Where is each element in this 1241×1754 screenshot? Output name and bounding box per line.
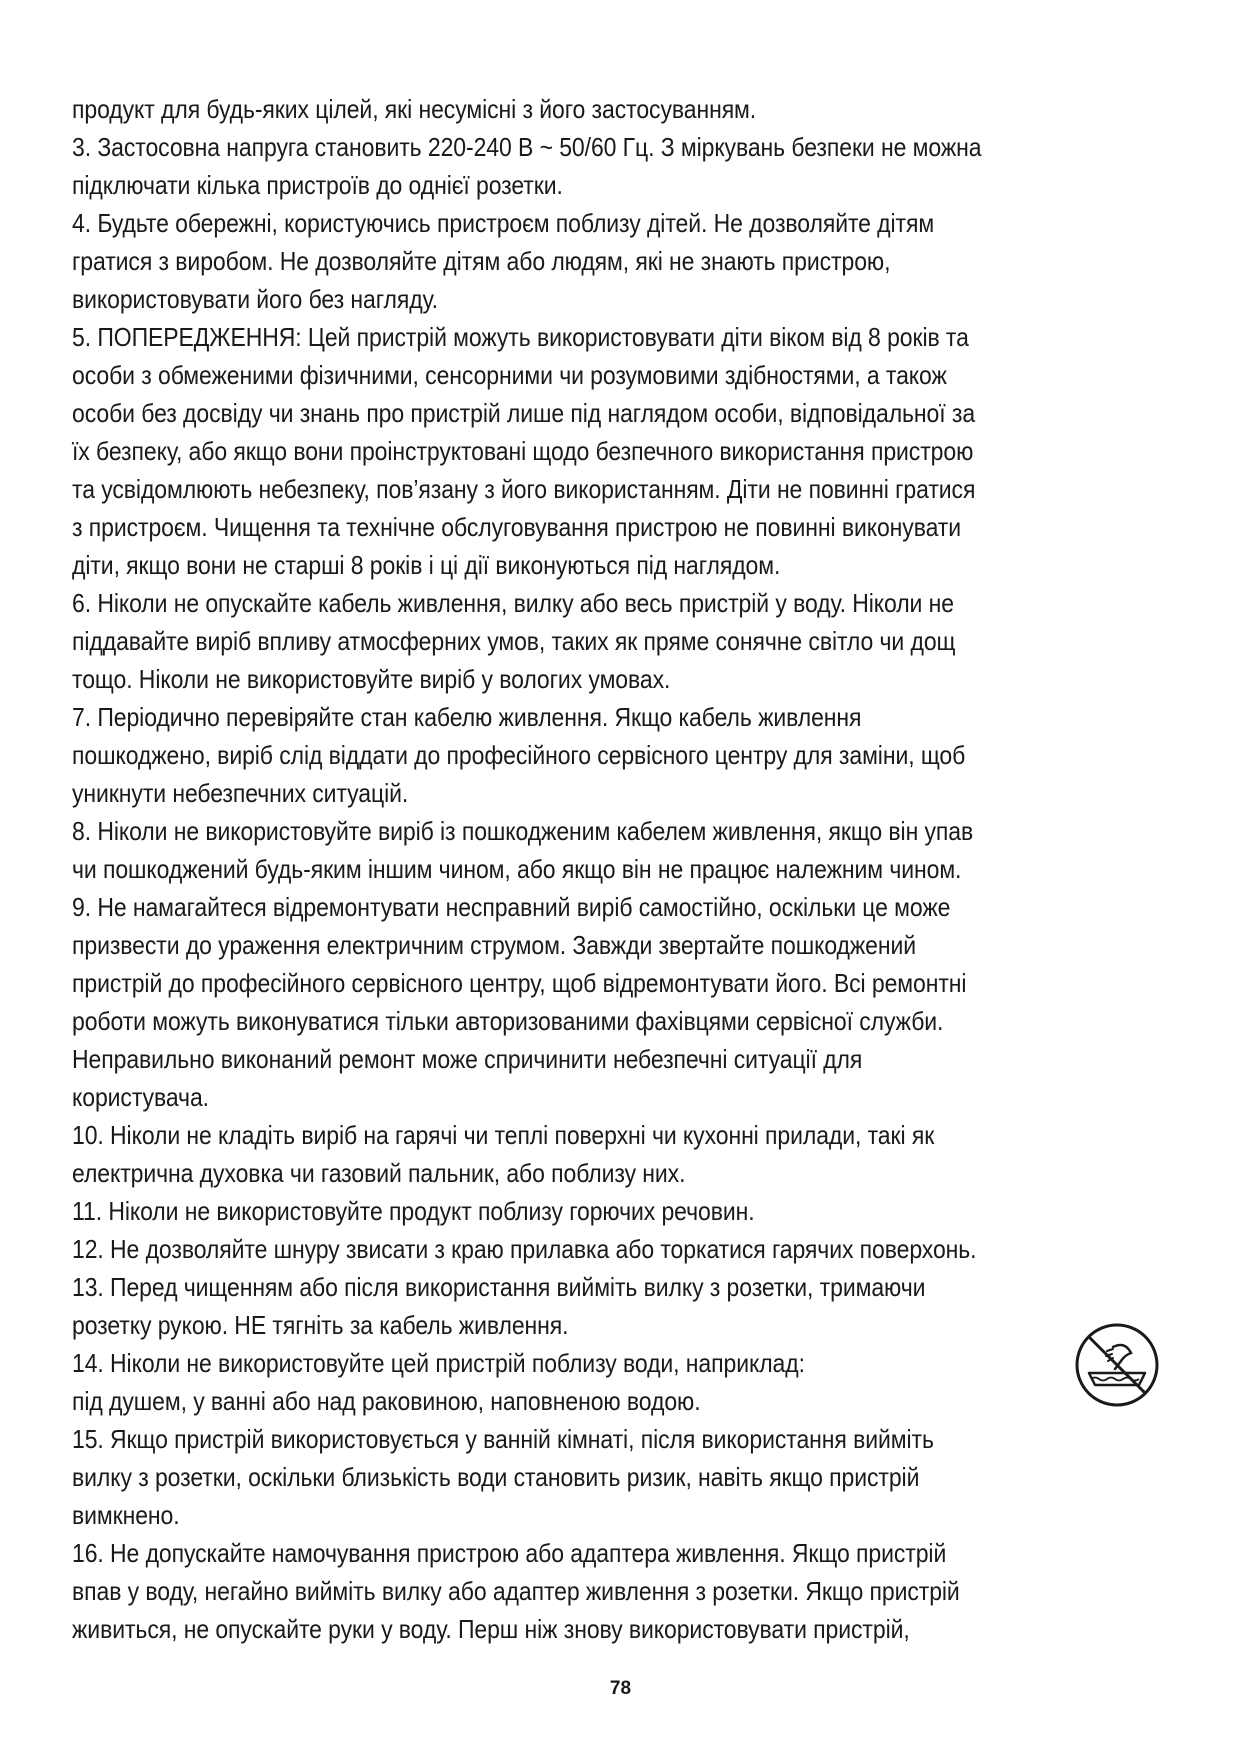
text-line: гратися з виробом. Не дозволяйте дітям або людям, які не знають пристрою,: [72, 246, 891, 276]
text-line: діти, якщо вони не старші 8 років і ці дії виконуються під наглядом.: [72, 550, 781, 580]
text-line: 4. Будьте обережні, користуючись пристроєм поблизу дітей. Не дозволяйте дітям: [72, 208, 935, 238]
page-number: 78: [609, 1678, 632, 1699]
text-line: 9. Не намагайтеся відремонтувати несправний виріб самостійно, оскільки це може: [72, 892, 951, 922]
text-line: 12. Не дозволяйте шнуру звисати з краю прилавка або торкатися гарячих поверхонь.: [72, 1234, 977, 1264]
text-line: роботи можуть виконуватися тільки авторизованими фахівцями сервісної служби.: [72, 1006, 944, 1036]
text-line: продукт для будь-яких цілей, які несумісні з його застосуванням.: [72, 94, 757, 124]
text-line: 6. Ніколи не опускайте кабель живлення, вилку або весь пристрій у воду. Ніколи не: [72, 588, 954, 618]
text-line: 7. Періодично перевіряйте стан кабелю живлення. Якщо кабель живлення: [72, 702, 862, 732]
text-line: 15. Якщо пристрій використовується у ванній кімнаті, після використання вийміть: [72, 1424, 934, 1454]
text-line: живиться, не опускайте руки у воду. Перш ніж знову використовувати пристрій,: [72, 1614, 910, 1644]
text-line: 5. ПОПЕРЕДЖЕННЯ: Цей пристрій можуть використовувати діти віком від 8 років та: [72, 322, 969, 352]
text-line: Неправильно виконаний ремонт може спричинити небезпечні ситуації для: [72, 1044, 863, 1074]
text-line: пошкоджено, виріб слід віддати до професійного сервісного центру для заміни, щоб: [72, 740, 966, 770]
text-line: призвести до ураження електричним струмом. Завжди звертайте пошкоджений: [72, 930, 917, 960]
text-line: особи з обмеженими фізичними, сенсорними чи розумовими здібностями, а також: [72, 360, 947, 390]
text-line: розетку рукою. НЕ тягніть за кабель живлення.: [72, 1310, 569, 1340]
text-line: 3. Застосовна напруга становить 220-240 В ~ 50/60 Гц. З міркувань безпеки не можна: [72, 132, 982, 162]
text-line: електрична духовка чи газовий пальник, або поблизу них.: [72, 1158, 686, 1188]
text-line: та усвідомлюють небезпеку, пов’язану з його використанням. Діти не повинні гратися: [72, 474, 976, 504]
text-line: з пристроєм. Чищення та технічне обслуговування пристрою не повинні виконувати: [72, 512, 962, 542]
text-line: 14. Ніколи не використовуйте цей пристрій поблизу води, наприклад:: [72, 1348, 805, 1378]
text-line: під душем, у ванні або над раковиною, наповненою водою.: [72, 1386, 701, 1416]
text-line: використовувати його без нагляду.: [72, 284, 438, 314]
text-line: тощо. Ніколи не використовуйте виріб у вологих умовах.: [72, 664, 671, 694]
text-line: 13. Перед чищенням або після використання вийміть вилку з розетки, тримаючи: [72, 1272, 926, 1302]
no-water-bath-icon: [1073, 1321, 1161, 1409]
text-line: вимкнено.: [72, 1500, 180, 1530]
text-line: 10. Ніколи не кладіть виріб на гарячі чи теплі поверхні чи кухонні прилади, такі як: [72, 1120, 935, 1150]
text-line: 16. Не допускайте намочування пристрою або адаптера живлення. Якщо пристрій: [72, 1538, 947, 1568]
text-line: особи без досвіду чи знань про пристрій лише під наглядом особи, відповідальної за: [72, 398, 976, 428]
text-line: піддавайте виріб впливу атмосферних умов, таких як пряме сонячне світло чи дощ: [72, 626, 956, 656]
safety-instructions-text: [72, 90, 1182, 1648]
text-line: чи пошкоджений будь-яким іншим чином, або якщо він не працює належним чином.: [72, 854, 962, 884]
text-line: користувача.: [72, 1082, 209, 1112]
text-line: 8. Ніколи не використовуйте виріб із пошкодженим кабелем живлення, якщо він упав: [72, 816, 974, 846]
text-line: їх безпеку, або якщо вони проінструктовані щодо безпечного використання пристрою: [72, 436, 974, 466]
text-line: підключати кілька пристроїв до однієї розетки.: [72, 170, 563, 200]
text-line: 11. Ніколи не використовуйте продукт поблизу горючих речовин.: [72, 1196, 755, 1226]
text-line: пристрій до професійного сервісного центру, щоб відремонтувати його. Всі ремонтні: [72, 968, 967, 998]
text-line: впав у воду, негайно вийміть вилку або адаптер живлення з розетки. Якщо пристрій: [72, 1576, 960, 1606]
text-line: уникнути небезпечних ситуацій.: [72, 778, 409, 808]
text-line: вилку з розетки, оскільки близькість води становить ризик, навіть якщо пристрій: [72, 1462, 920, 1492]
